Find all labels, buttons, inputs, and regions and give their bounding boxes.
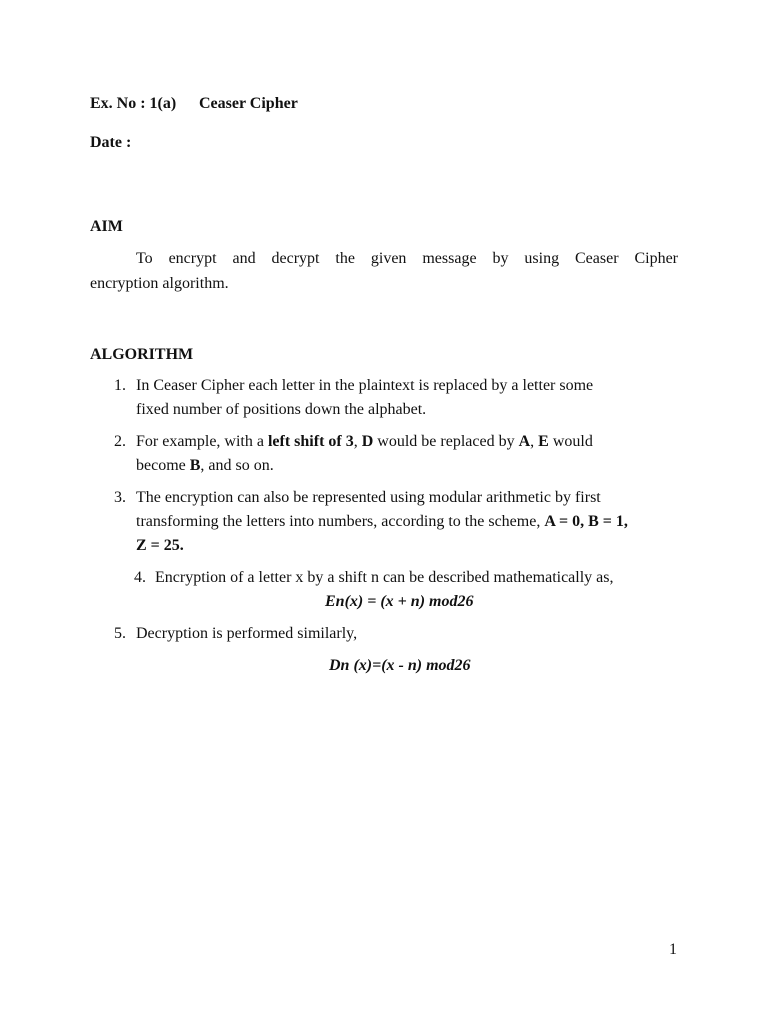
list-item-text: Encryption of a letter x by a shift n can be described mathematically as, (155, 569, 614, 586)
encryption-formula: En(x) = (x + n) mod26 (325, 593, 474, 610)
list-item-text: transforming the letters into numbers, according to the scheme, A = 0, B = 1, (136, 513, 628, 530)
list-item-text: Z = 25. (136, 537, 184, 554)
list-item-text: For example, with a left shift of 3, D would be replaced by A, E would (136, 433, 593, 450)
list-item-text: Decryption is performed similarly, (136, 625, 358, 642)
list-item-number: 4. (134, 569, 146, 586)
aim-heading: AIM (90, 218, 123, 235)
list-item-text: fixed number of positions down the alphabet. (136, 401, 427, 418)
aim-text-line2: encryption algorithm. (90, 275, 229, 292)
exercise-number: Ex. No : 1(a) (90, 95, 177, 112)
aim-text-line1: To encrypt and decrypt the given message by using Ceaser Cipher (136, 250, 678, 267)
decryption-formula: Dn (x)=(x - n) mod26 (329, 657, 471, 674)
list-item-number: 3. (114, 489, 126, 506)
list-item-text: In Ceaser Cipher each letter in the plaintext is replaced by a letter some (136, 377, 594, 394)
list-item-number: 2. (114, 433, 126, 450)
page-number: 1 (669, 941, 677, 958)
list-item-number: 1. (114, 377, 126, 394)
list-item-text: become B, and so on. (136, 457, 274, 474)
list-item-text: The encryption can also be represented using modular arithmetic by first (136, 489, 601, 506)
document-title: Ceaser Cipher (199, 95, 298, 112)
date-label: Date : (90, 134, 132, 151)
list-item-number: 5. (114, 625, 126, 642)
algorithm-heading: ALGORITHM (90, 346, 194, 363)
